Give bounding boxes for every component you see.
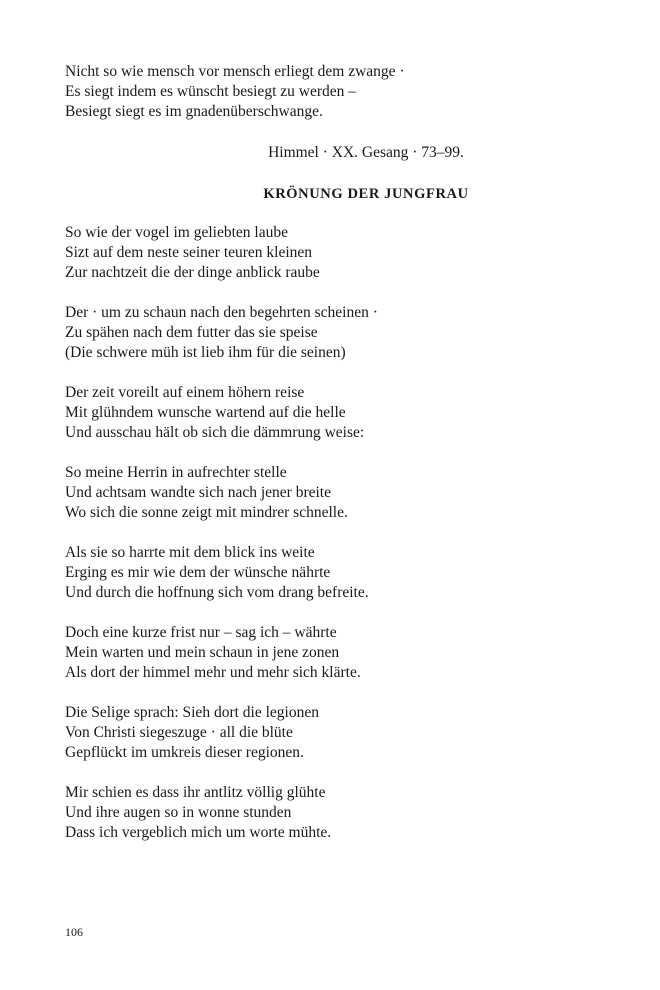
verse-line: Doch eine kurze frist nur – sag ich – währte [65, 624, 337, 641]
stanza-2 [65, 303, 595, 363]
source-reference: Himmel · XX. Gesang · 73–99. [268, 144, 464, 161]
verse-line: Und ihre augen so in wonne stunden [65, 804, 292, 821]
stanza-6 [65, 623, 595, 683]
verse-line: Erging es mir wie dem der wünsche nährte [65, 564, 331, 581]
section-heading: KRÖNUNG DER JUNGFRAU [263, 186, 469, 202]
verse-line: Die Selige sprach: Sieh dort die legionen [65, 704, 319, 721]
stanza-1 [65, 223, 595, 283]
verse-line: So wie der vogel im geliebten laube [65, 224, 288, 241]
verse-line: Von Christi siegeszuge · all die blüte [65, 724, 293, 741]
verse-line: So meine Herrin in aufrechter stelle [65, 464, 287, 481]
verse-line: Dass ich vergeblich mich um worte mühte. [65, 824, 332, 841]
verse-line: Der zeit voreilt auf einem höhern reise [65, 384, 305, 401]
stanza-8 [65, 783, 595, 843]
verse-line: Besiegt siegt es im gnadenüberschwange. [65, 103, 323, 120]
verse-line: Gepflückt im umkreis dieser regionen. [65, 744, 304, 761]
stanza-4 [65, 463, 595, 523]
verse-line: Mir schien es dass ihr antlitz völlig glühte [65, 784, 326, 801]
verse-line: Es siegt indem es wünscht besiegt zu werden – [65, 83, 356, 100]
verse-line: Und achtsam wandte sich nach jener breite [65, 484, 331, 501]
stanza-3 [65, 383, 595, 443]
intro-stanza [65, 62, 595, 122]
verse-line: Als sie so harrte mit dem blick ins weite [65, 544, 315, 561]
verse-line: Zur nachtzeit die der dinge anblick raube [65, 264, 320, 281]
stanza-5 [65, 543, 595, 603]
verse-line: Der · um zu schaun nach den begehrten scheinen · [65, 304, 378, 321]
verse-line: (Die schwere müh ist lieb ihm für die seinen) [65, 344, 346, 361]
stanza-7 [65, 703, 595, 763]
verse-line: Zu spähen nach dem futter das sie speise [65, 324, 318, 341]
verse-line: Sizt auf dem neste seiner teuren kleinen [65, 244, 313, 261]
verse-line: Mit glühndem wunsche wartend auf die helle [65, 404, 346, 421]
verse-line: Und ausschau hält ob sich die dämmrung weise: [65, 424, 365, 441]
verse-line: Als dort der himmel mehr und mehr sich klärte. [65, 664, 361, 681]
page-number: 106 [65, 925, 83, 939]
verse-line: Mein warten und mein schaun in jene zonen [65, 644, 340, 661]
verse-line: Und durch die hoffnung sich vom drang befreite. [65, 584, 369, 601]
verse-line: Wo sich die sonne zeigt mit mindrer schnelle. [65, 504, 348, 521]
verse-line: Nicht so wie mensch vor mensch erliegt dem zwange · [65, 63, 405, 80]
page-body [65, 62, 595, 863]
